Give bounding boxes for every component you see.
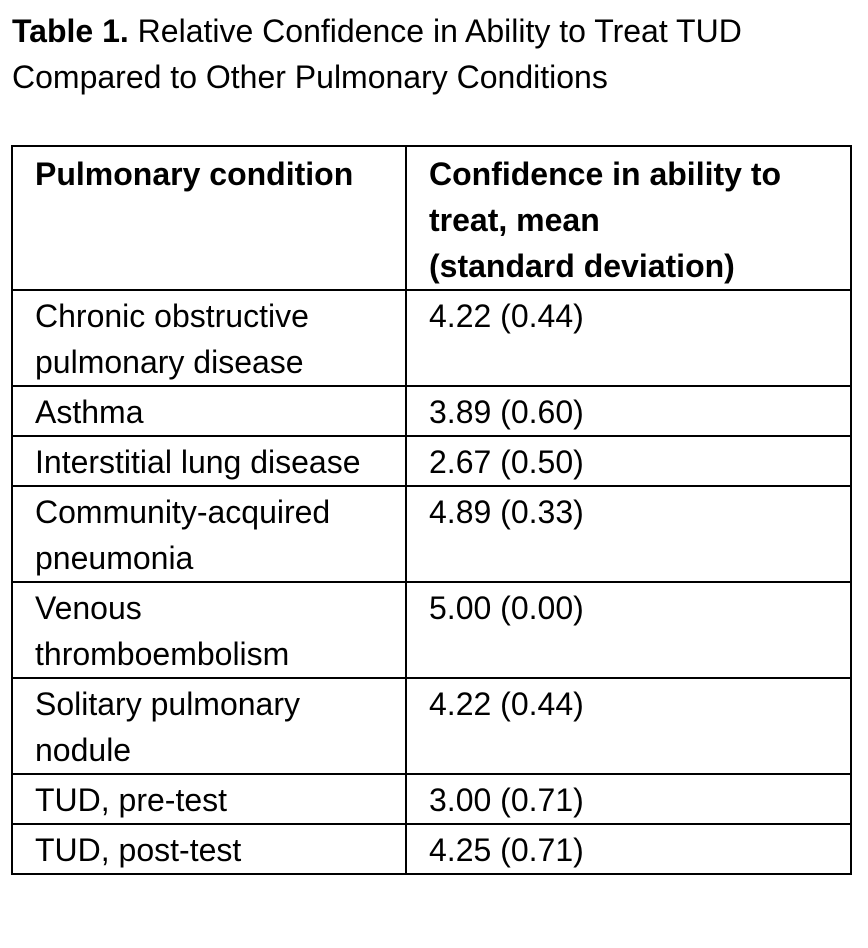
confidence-cell: 4.22 (0.44) (406, 678, 851, 774)
table-row (12, 774, 851, 824)
header-pulmonary-condition: Pulmonary condition (12, 146, 406, 290)
condition-cell: Community-acquired pneumonia (12, 486, 406, 582)
confidence-cell: 2.67 (0.50) (406, 436, 851, 486)
confidence-cell: 3.00 (0.71) (406, 774, 851, 824)
table-row (12, 290, 851, 386)
condition-cell: Chronic obstructive pulmonary disease (12, 290, 406, 386)
condition-cell: Venous thromboembolism (12, 582, 406, 678)
confidence-cell: 4.22 (0.44) (406, 290, 851, 386)
table-row (12, 678, 851, 774)
condition-cell: Asthma (12, 386, 406, 436)
header-confidence-line2: (standard deviation) (429, 248, 735, 284)
table-caption (12, 8, 852, 100)
condition-cell: TUD, post-test (12, 824, 406, 874)
table-row (12, 824, 851, 874)
condition-cell: TUD, pre-test (12, 774, 406, 824)
header-confidence (406, 146, 851, 290)
condition-cell: Solitary pulmonary nodule (12, 678, 406, 774)
confidence-cell: 4.89 (0.33) (406, 486, 851, 582)
table-caption-text: Relative Confidence in Ability to Treat TUD Compared to Other Pulmonary Conditions (12, 13, 742, 95)
confidence-cell: 5.00 (0.00) (406, 582, 851, 678)
table-row (12, 486, 851, 582)
table-row (12, 386, 851, 436)
confidence-table (11, 145, 852, 875)
confidence-cell: 4.25 (0.71) (406, 824, 851, 874)
condition-cell: Interstitial lung disease (12, 436, 406, 486)
table-row (12, 582, 851, 678)
confidence-cell: 3.89 (0.60) (406, 386, 851, 436)
table-header-row (12, 146, 851, 290)
table-row (12, 436, 851, 486)
table-caption-label: Table 1. (12, 13, 129, 49)
header-confidence-line1: Confidence in ability to treat, mean (429, 156, 782, 238)
